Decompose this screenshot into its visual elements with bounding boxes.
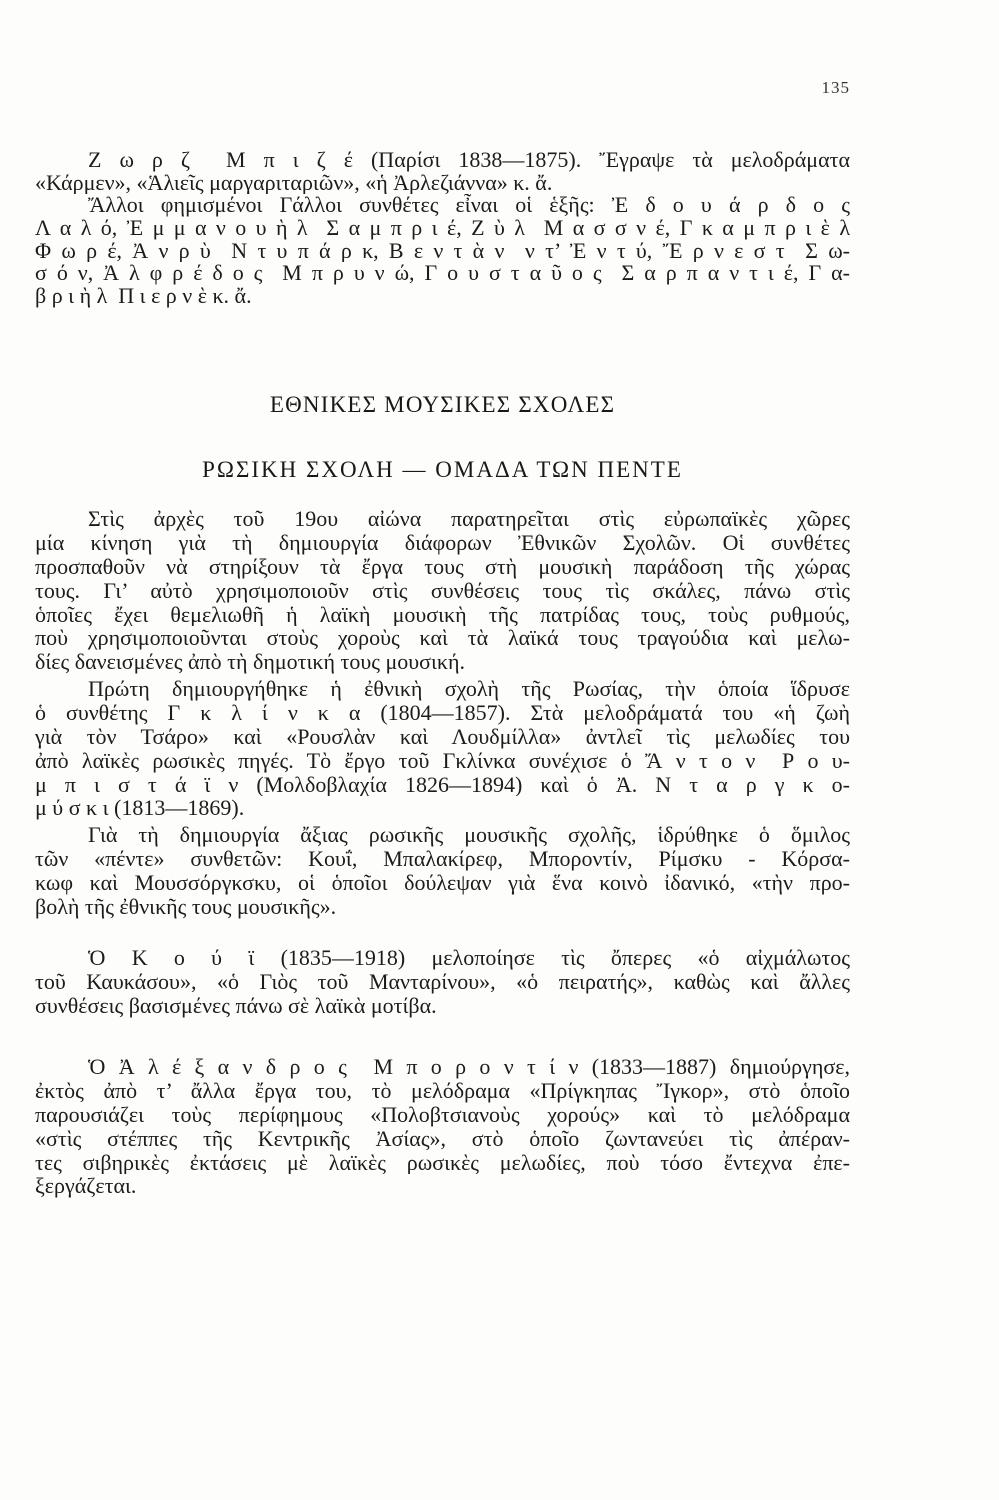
subsection-title: ΡΩΣΙΚΗ ΣΧΟΛΗ — ΟΜΑΔΑ ΤΩΝ ΠΕΝΤΕ	[202, 457, 683, 482]
paragraph-line: Στὶς ἀρχὲς τοῦ 19ου αἰώνα παρατηρεῖται στὶς εὐρωπαϊκὲς χῶρες	[88, 507, 850, 531]
body-paragraph	[35, 823, 850, 919]
page-number: 135	[821, 78, 850, 97]
paragraph-line: ποὺ χρησιμοποιοῦνται στοὺς χοροὺς καὶ τὰ λαϊκά τους τραγούδια καὶ μελω-	[35, 626, 850, 651]
paragraph-line: προσπαθοῦν νὰ στηρίξουν τὰ ἔργα τους στὴ μουσικὴ παράδοση τῆς χώρας	[35, 554, 850, 579]
bizet-entry-paragraph	[35, 149, 850, 308]
paragraph-line: ἐκτὸς ἀπὸ τ’ ἄλλα ἔργα του, τὸ μελόδραμα «Πρίγκηπας Ἴγκορ», στὸ ὁποῖο	[35, 1078, 850, 1103]
paragraph-line: τοῦ Καυκάσου», «ὁ Γιὸς τοῦ Μανταρίνου», «ὁ πειρατής», καθὼς καὶ ἄλλες	[35, 969, 850, 994]
paragraph-line: συνθέσεις βασισμένες πάνω σὲ λαϊκὰ μοτίβα.	[35, 993, 437, 1018]
paragraph-line: ὁ συνθέτης Γ κ λ ί ν κ α (1804—1857). Στὰ μελοδράματά του «ἡ ζωὴ	[35, 700, 850, 725]
paragraph-line: Λ α λ ό, Ἐ μ μ α ν ο υ ὴ λ Σ α μ π ρ ι έ, Ζ ὺ λ Μ α σ σ ν έ, Γ κ α μ π ρ ι ὲ λ	[35, 217, 850, 240]
section-title: ΕΘΝΙΚΕΣ ΜΟΥΣΙΚΕΣ ΣΧΟΛΕΣ	[269, 392, 616, 417]
body-paragraph	[35, 507, 850, 674]
paragraph-line: ἀπὸ λαϊκὲς ρωσικὲς πηγές. Τὸ ἔργο τοῦ Γκλίνκα συνέχισε ὁ Ἄ ν τ ο ν Ρ ο υ-	[35, 748, 850, 773]
paragraph-line: β ρ ι ὴ λ Π ι ε ρ ν ὲ κ. ἄ.	[35, 285, 252, 308]
paragraph-line: «Κάρμεν», «Ἁλιεῖς μαργαριταριῶν», «ἡ Ἀρλεζιάννα» κ. ἄ.	[35, 171, 553, 195]
paragraph-line: παρουσιάζει τοὺς περίφημους «Πολοβτσιανοὺς χορούς» καὶ τὸ μελόδραμα	[35, 1102, 850, 1127]
body-paragraph	[35, 1055, 850, 1198]
paragraph-line: Φ ω ρ έ, Ἀ ν ρ ὺ Ν τ υ π ά ρ κ, Β ε ν τ ὰ ν ν τ’ Ἐ ν τ ύ, Ἔ ρ ν ε σ τ Σ ω-	[35, 239, 850, 263]
paragraph-line: Γιὰ τὴ δημιουργία ἄξιας ρωσικῆς μουσικῆς σχολῆς, ἱδρύθηκε ὁ ὅμιλος	[88, 823, 850, 847]
paragraph-line: μ π ι σ τ ά ϊ ν (Μολδοβλαχία 1826—1894) καὶ ὁ Ἀ. Ν τ α ρ γ κ ο-	[35, 772, 850, 797]
paragraph-line: μ ύ σ κ ι (1813—1869).	[35, 796, 245, 821]
paragraph-line: βολὴ τῆς ἐθνικῆς τους μουσικῆς».	[35, 894, 337, 919]
paragraph-line: τους. Γι’ αὐτὸ χρησιμοποιοῦν στὶς συνθέσεις τους τὶς σκάλες, πάνω στὶς	[35, 578, 850, 603]
paragraph-line: Ἄλλοι φημισμένοι Γάλλοι συνθέτες εἶναι οἱ ἑξῆς: Ἐ δ ο υ ά ρ δ ο ς	[88, 194, 850, 218]
paragraph-line: δίες δανεισμένες ἀπὸ τὴ δημοτική τους μουσική.	[35, 650, 466, 675]
paragraph-line: τες σιβηρικὲς ἐκτάσεις μὲ λαϊκὲς ρωσικὲς μελωδίες, ποὺ τόσο ἔντεχνα ἐπε-	[35, 1150, 850, 1175]
paragraph-line: ξεργάζεται.	[35, 1174, 137, 1199]
paragraph-line: σ ό ν, Ἀ λ φ ρ έ δ ο ς Μ π ρ υ ν ώ, Γ ο υ σ τ α ῦ ο ς Σ α ρ π α ν τ ι έ, Γ α-	[35, 262, 850, 286]
paragraph-line: μία κίνηση γιὰ τὴ δημιουργία διάφορων Ἐθνικῶν Σχολῶν. Οἱ συνθέτες	[35, 530, 850, 555]
paragraph-line: «στὶς στέππες τῆς Κεντρικῆς Ἀσίας», στὸ ὁποῖο ζωντανεύει τὶς ἀπέραν-	[35, 1126, 850, 1151]
body-paragraph	[35, 677, 850, 820]
paragraph-line: Ζ ω ρ ζ Μ π ι ζ έ (Παρίσι 1838—1875). Ἔγραψε τὰ μελοδράματα	[88, 149, 850, 172]
paragraph-line: ὁποῖες ἔχει θεμελιωθῆ ἡ λαϊκὴ μουσικὴ τῆς πατρίδας τους, τοὺς ρυθμούς,	[35, 602, 850, 627]
paragraph-line: γιὰ τὸν Τσάρο» καὶ «Ρουσλὰν καὶ Λουδμίλλα» ἀντλεῖ τὶς μελωδίες του	[35, 724, 850, 749]
body-paragraph	[35, 946, 850, 1018]
paragraph-line: Ὁ Κ ο ύ ϊ (1835—1918) μελοποίησε τὶς ὄπερες «ὁ αἰχμάλωτος	[88, 946, 850, 970]
paragraph-line: κωφ καὶ Μουσσόργκσκυ, οἱ ὁποῖοι δούλεψαν γιὰ ἕνα κοινὸ ἰδανικό, «τὴν προ-	[35, 870, 850, 895]
paragraph-line: Πρώτη δημιουργήθηκε ἡ ἐθνικὴ σχολὴ τῆς Ρωσίας, τὴν ὁποία ἵδρυσε	[88, 677, 850, 701]
paragraph-line: τῶν «πέντε» συνθετῶν: Κουΐ, Μπαλακίρεφ, Μποροντίν, Ρίμσκυ - Κόρσα-	[35, 846, 850, 871]
paragraph-line: Ὁ Ἀ λ έ ξ α ν δ ρ ο ς Μ π ο ρ ο ν τ ί ν (1833—1887) δημιούργησε,	[88, 1055, 850, 1079]
